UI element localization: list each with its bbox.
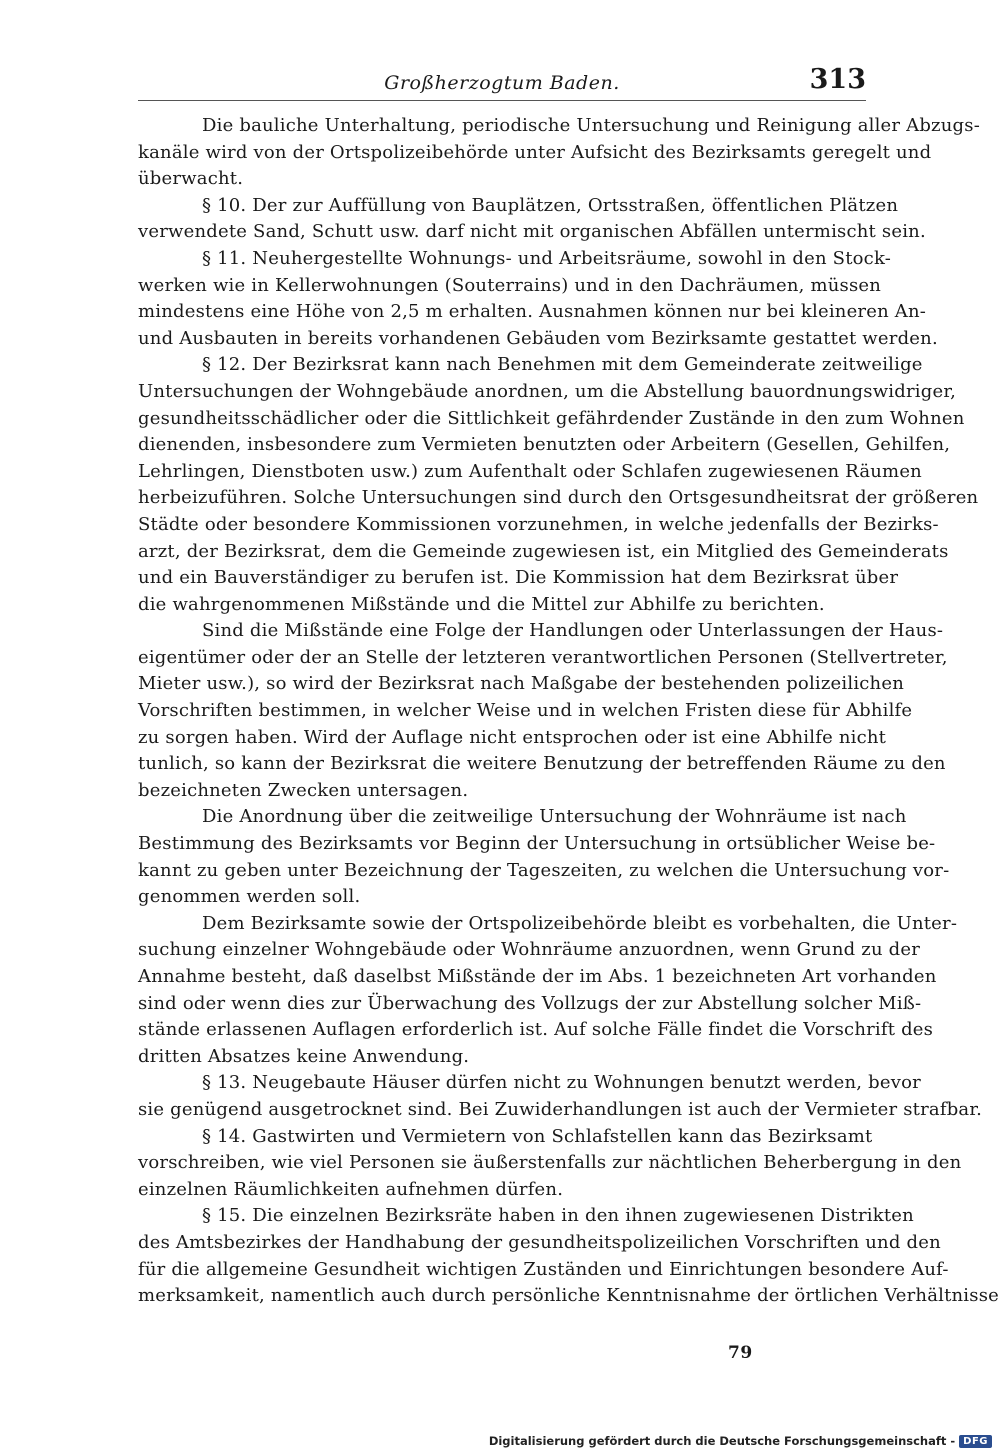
text-line: Bestimmung des Bezirksamts vor Beginn der Untersuchung in ortsüblicher Weise be- [138, 833, 936, 855]
text-line: Dem Bezirksamte sowie der Ortspolizeibehörde bleibt es vorbehalten, die Unter- [202, 912, 958, 934]
text-line: genommen werden soll. [138, 886, 361, 908]
text-line: § 14. Gastwirten und Vermietern von Schlafstellen kann das Bezirksamt [202, 1125, 873, 1147]
text-line: kanäle wird von der Ortspolizeibehörde unter Aufsicht des Bezirksamts geregelt und [138, 141, 932, 163]
signature-mark: 79 [728, 1343, 753, 1363]
text-line: Annahme besteht, daß daselbst Mißstände der im Abs. 1 bezeichneten Art vorhanden [138, 966, 937, 987]
text-line: Untersuchungen der Wohngebäude anordnen, um die Abstellung bauordnungswidriger, [138, 380, 957, 402]
text-line: § 10. Der zur Auffüllung von Bauplätzen, Ortsstraßen, öffentlichen Plätzen [202, 194, 899, 216]
text-line: und Ausbauten in bereits vorhandenen Gebäuden vom Bezirksamte gestattet werden. [138, 327, 938, 349]
text-line: die wahrgenommenen Mißstände und die Mittel zur Abhilfe zu berichten. [138, 593, 825, 615]
text-line: zu sorgen haben. Wird der Auflage nicht entsprochen oder ist eine Abhilfe nicht [138, 726, 887, 748]
text-line: dienenden, insbesondere zum Vermieten benutzten oder Arbeitern (Gesellen, Gehilfen, [138, 434, 951, 456]
text-line: mindestens eine Höhe von 2,5 m erhalten. Ausnahmen können nur bei kleineren An- [138, 301, 927, 323]
text-line: § 15. Die einzelnen Bezirksräte haben in den ihnen zugewiesenen Distrikten [202, 1205, 914, 1227]
text-line: stände erlassenen Auflagen erforderlich ist. Auf solche Fälle findet die Vorschrift des [138, 1019, 934, 1041]
page-number: 313 [809, 64, 866, 95]
running-head: Großherzogtum Baden. [384, 72, 620, 94]
text-line: tunlich, so kann der Bezirksrat die weitere Benutzung der betreffenden Räume zu den [138, 753, 946, 775]
dfg-logo: DFG [959, 1435, 992, 1448]
text-line: § 13. Neugebaute Häuser dürfen nicht zu Wohnungen benutzt werden, bevor [202, 1072, 921, 1094]
text-line: einzelnen Räumlichkeiten aufnehmen dürfen. [138, 1178, 564, 1200]
text-line: überwacht. [138, 168, 244, 190]
header-rule [138, 100, 866, 101]
text-line: § 12. Der Bezirksrat kann nach Benehmen mit dem Gemeinderate zeitweilige [202, 354, 923, 376]
text-line: suchung einzelner Wohngebäude oder Wohnräume anzuordnen, wenn Grund zu der [138, 939, 921, 961]
digitization-note: Digitalisierung gefördert durch die Deutsche Forschungsgemeinschaft - [488, 1434, 956, 1448]
body-text [138, 113, 999, 1310]
text-line: Mieter usw.), so wird der Bezirksrat nach Maßgabe der bestehenden polizeilichen [138, 673, 904, 695]
text-line: für die allgemeine Gesundheit wichtigen Zuständen und Einrichtungen besondere Auf- [138, 1258, 949, 1280]
text-line: arzt, der Bezirksrat, dem die Gemeinde zugewiesen ist, ein Mitglied des Gemeinderats [138, 540, 949, 562]
text-line: Die bauliche Unterhaltung, periodische Untersuchung und Reinigung aller Abzugs- [202, 115, 980, 136]
text-line: Vorschriften bestimmen, in welcher Weise und in welchen Fristen diese für Abhilfe [138, 700, 913, 722]
text-line: § 11. Neuhergestellte Wohnungs- und Arbeitsräume, sowohl in den Stock- [202, 247, 892, 269]
text-line: Sind die Mißstände eine Folge der Handlungen oder Unterlassungen der Haus- [202, 620, 944, 642]
text-line: Lehrlingen, Dienstboten usw.) zum Aufenthalt oder Schlafen zugewiesenen Räumen [138, 460, 922, 482]
text-line: kannt zu geben unter Bezeichnung der Tageszeiten, zu welchen die Untersuchung vor- [138, 859, 950, 881]
text-line: merksamkeit, namentlich auch durch persönliche Kenntnisnahme der örtlichen Verhältnisse [138, 1285, 999, 1307]
text-line: eigentümer oder der an Stelle der letzteren verantwortlichen Personen (Stellvertreter, [138, 646, 948, 668]
text-line: des Amtsbezirkes der Handhabung der gesundheitspolizeilichen Vorschriften und den [138, 1231, 941, 1253]
text-line: vorschreiben, wie viel Personen sie äußerstenfalls zur nächtlichen Beherbergung in den [138, 1152, 962, 1174]
text-line: herbeizuführen. Solche Untersuchungen sind durch den Ortsgesundheitsrat der größeren [138, 487, 979, 509]
page-header [138, 60, 866, 100]
text-line: bezeichneten Zwecken untersagen. [138, 779, 469, 801]
text-line: Städte oder besondere Kommissionen vorzunehmen, in welche jedenfalls der Bezirks- [138, 513, 939, 535]
text-line: gesundheitsschädlicher oder die Sittlichkeit gefährdender Zustände in den zum Wohnen [138, 407, 965, 429]
text-line: Die Anordnung über die zeitweilige Untersuchung der Wohnräume ist nach [202, 806, 907, 828]
text-line: dritten Absatzes keine Anwendung. [138, 1045, 470, 1067]
text-line: sie genügend ausgetrocknet sind. Bei Zuwiderhandlungen ist auch der Vermieter strafbar. [138, 1098, 983, 1120]
text-line: und ein Bauverständiger zu berufen ist. Die Kommission hat dem Bezirksrat über [138, 567, 899, 589]
digitization-footer [489, 1431, 992, 1451]
text-line: verwendete Sand, Schutt usw. darf nicht mit organischen Abfällen untermischt sein. [138, 221, 926, 243]
text-line: sind oder wenn dies zur Überwachung des Vollzugs der zur Abstellung solcher Miß- [138, 992, 922, 1014]
text-line: werken wie in Kellerwohnungen (Souterrains) und in den Dachräumen, müssen [138, 274, 882, 296]
